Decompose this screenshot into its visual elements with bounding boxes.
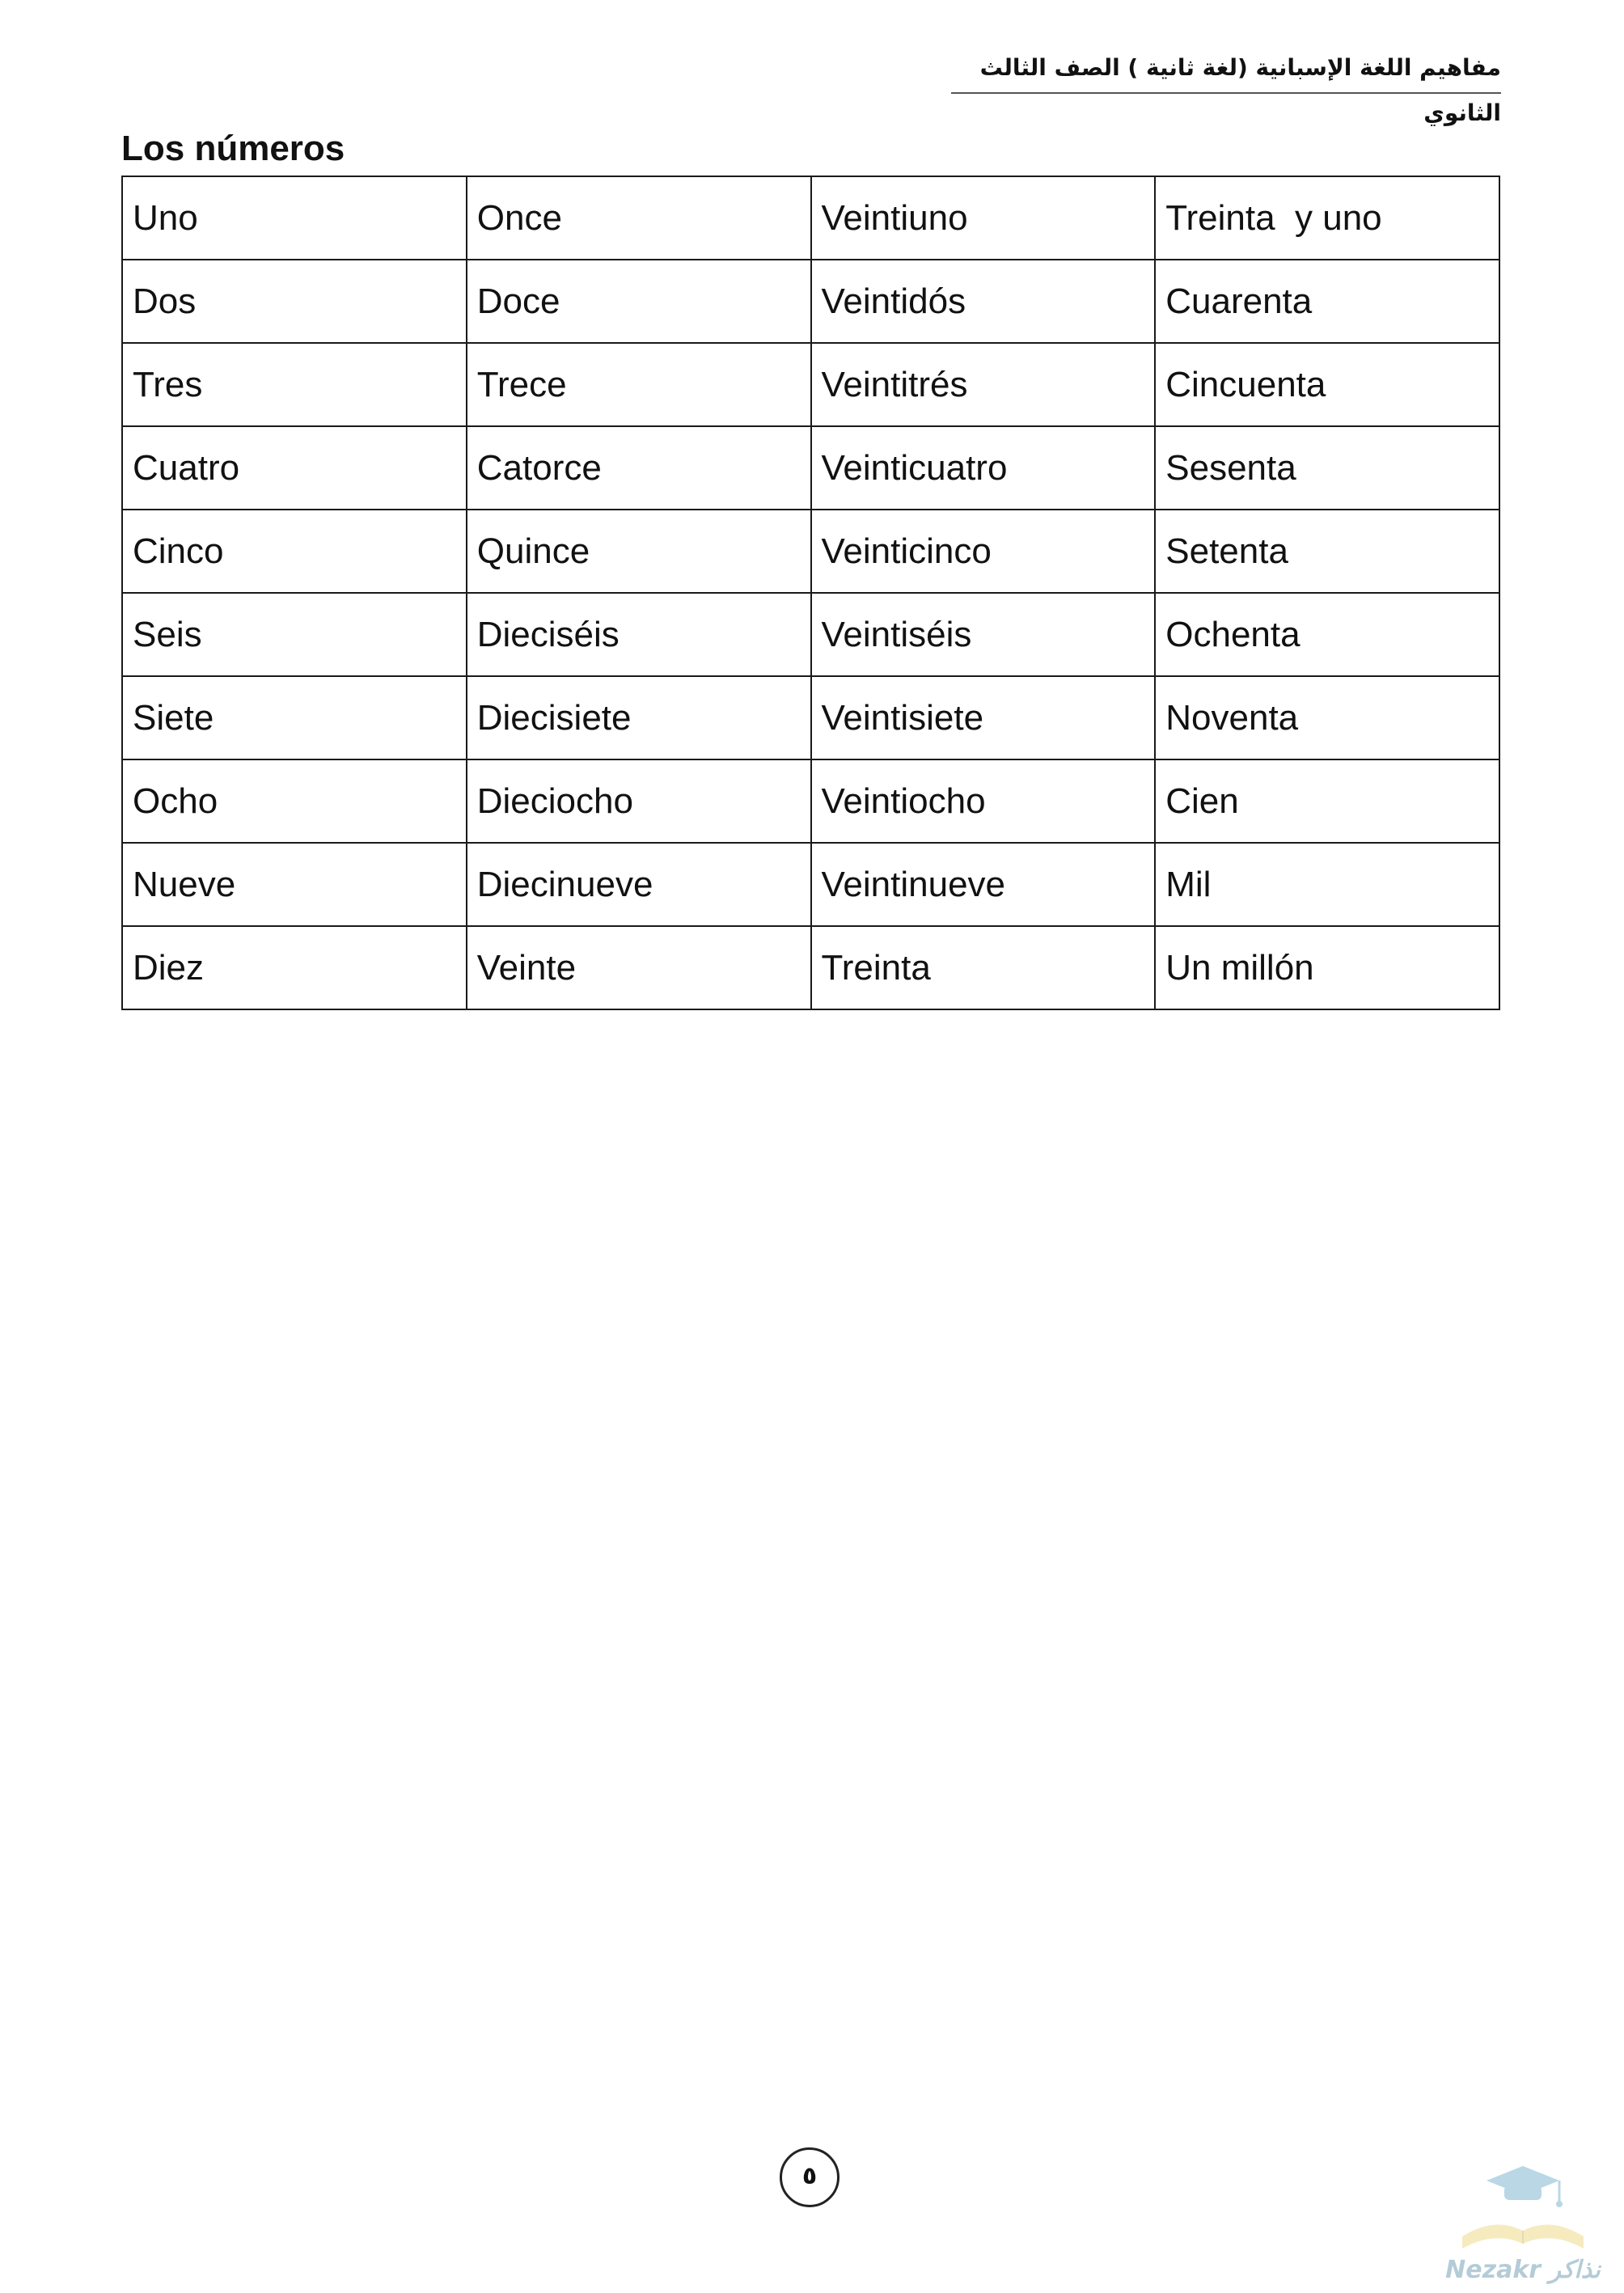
table-cell: Once [467,176,811,260]
table-row [122,176,1499,260]
table-cell: Treinta [811,926,1156,1009]
table-cell: Veintiuno [811,176,1156,260]
watermark-text: Nezakr نذاكر [1445,2256,1601,2284]
table-row [122,676,1499,759]
table-cell: Ochenta [1155,593,1499,676]
table-cell: Tres [122,343,467,426]
header-divider [951,92,1501,94]
table-cell: Cinco [122,510,467,593]
table-cell: Diez [122,926,467,1009]
table-cell: Setenta [1155,510,1499,593]
table-cell: Un millón [1155,926,1499,1009]
table-cell: Trece [467,343,811,426]
table-cell: Uno [122,176,467,260]
table-cell: Cincuenta [1155,343,1499,426]
table-cell: Diecisiete [467,676,811,759]
table-cell: Mil [1155,843,1499,926]
page-number: ٥ [780,2147,839,2207]
table-cell: Veintinueve [811,843,1156,926]
table-cell: Ocho [122,759,467,843]
table-cell: Dos [122,260,467,343]
table-cell: Cuatro [122,426,467,510]
table-cell: Veintitrés [811,343,1156,426]
table-cell: Seis [122,593,467,676]
table-row [122,343,1499,426]
table-cell: Noventa [1155,676,1499,759]
table-cell: Catorce [467,426,811,510]
table-cell: Doce [467,260,811,343]
table-cell: Quince [467,510,811,593]
section-title: Los números [121,129,345,168]
table-row [122,843,1499,926]
table-row [122,510,1499,593]
running-header: مفاهيم اللغة الإسبانية (لغة ثانية ) الصف الثالث الثانوي [979,54,1501,126]
table-cell: Veintiséis [811,593,1156,676]
table-row [122,593,1499,676]
watermark-logo [1438,2160,1608,2289]
numbers-table [121,176,1500,1010]
table-cell: Cien [1155,759,1499,843]
table-cell: Siete [122,676,467,759]
table-cell: Dieciséis [467,593,811,676]
table-cell: Nueve [122,843,467,926]
table-cell: Veinte [467,926,811,1009]
table-cell: Cuarenta [1155,260,1499,343]
table-cell: Sesenta [1155,426,1499,510]
table-cell: Treinta y uno [1155,176,1499,260]
table-cell: Dieciocho [467,759,811,843]
graduation-cap-book-icon [1438,2160,1608,2257]
table-cell: Veintisiete [811,676,1156,759]
table-row [122,426,1499,510]
table-cell: Veinticuatro [811,426,1156,510]
table-row [122,926,1499,1009]
table-row [122,260,1499,343]
table-cell: Veintiocho [811,759,1156,843]
table-cell: Veinticinco [811,510,1156,593]
table-row [122,759,1499,843]
table-cell: Veintidós [811,260,1156,343]
table-cell: Diecinueve [467,843,811,926]
